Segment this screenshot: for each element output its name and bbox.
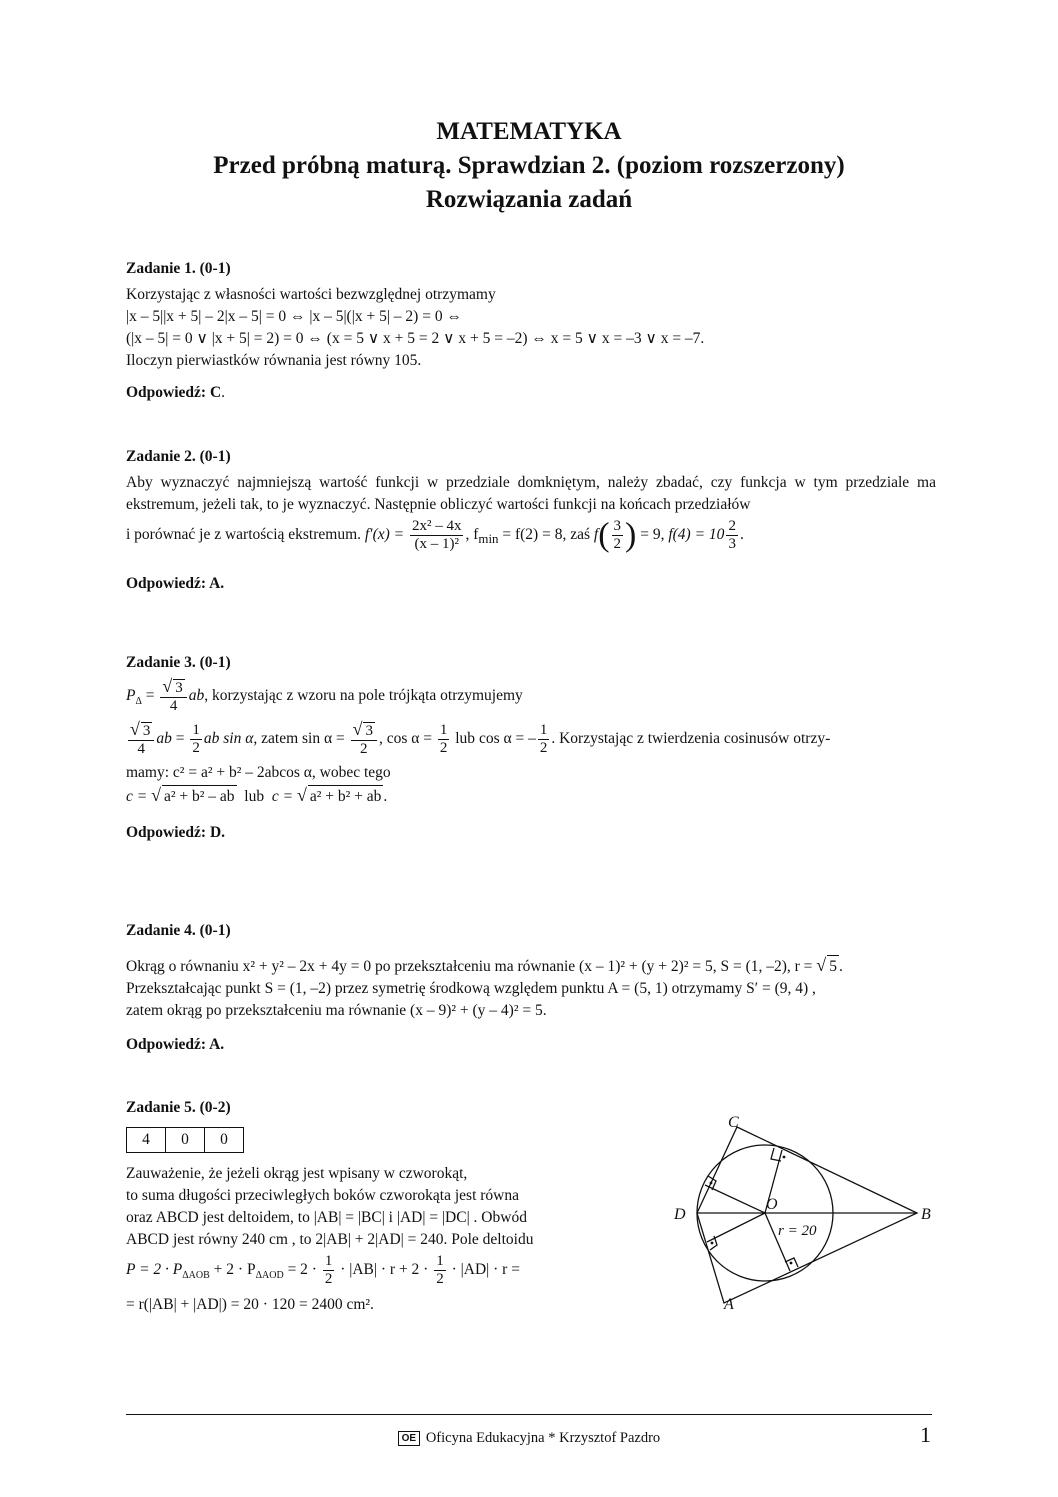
fmin-label: , f xyxy=(465,526,479,544)
lub-word-2: lub xyxy=(244,788,265,805)
sqrt3-value: 3 xyxy=(175,680,183,696)
task-3-line-3: mamy: c² = a² + b² – 2abcos α, wobec tego xyxy=(126,764,391,781)
vertex-a-label: A xyxy=(724,1296,734,1313)
task-1-line-4: Iloczyn pierwiastków równania jest równy 105. xyxy=(126,352,422,369)
four-den: 4 xyxy=(169,698,178,714)
radius-label: r = 20 xyxy=(778,1223,817,1239)
task-4-line-1-text: Okrąg o równaniu x² + y² – 2x + 4y = 0 po przekształceniu ma równanie (x – 1)² + (y + 2)² = 5, S = (1, –2), r = xyxy=(126,958,813,975)
task-4-heading: Zadanie 4. (0-1) xyxy=(126,922,231,939)
half-num-a: 1 xyxy=(324,1253,333,1269)
task-5-heading: Zadanie 5. (0-2) xyxy=(126,1099,231,1116)
sub-aod: ΔAOD xyxy=(255,1270,284,1282)
half-den-a: 2 xyxy=(324,1271,333,1287)
score-cell: 4 xyxy=(127,1128,166,1153)
ab-sin-alpha: ab sin α xyxy=(203,730,254,748)
task-1-answer: Odpowiedź: C. xyxy=(126,384,226,401)
one-half-fraction xyxy=(190,722,202,757)
c-label-2: c = xyxy=(271,788,294,805)
vertex-b-label: B xyxy=(921,1206,931,1223)
task-5-formula xyxy=(126,1253,606,1288)
one-half-num: 1 xyxy=(192,722,200,738)
sqrt3-over-4-fraction-2: $\frac{√ 3}{4}$ xyxy=(128,721,154,758)
task-4-line-2: Przekształcając punkt S = (1, –2) przez symetrię środkową względem punktu A = (5, 1) otrzymamy S′ = (9, 4) , xyxy=(126,980,816,997)
answer-value: C xyxy=(209,384,222,401)
c-radicand-1: a² + b² – ab xyxy=(162,785,237,808)
task-3-tail: . Korzystając z twierdzenia cosinusów otrzy- xyxy=(551,730,831,748)
task-3-line-1 xyxy=(126,678,936,715)
footer xyxy=(0,1430,1058,1447)
one-half-den: 2 xyxy=(192,740,200,756)
task-3-line-2 xyxy=(126,721,936,758)
task-4-line-1: Okrąg o równaniu x² + y² – 2x + 4y = 0 po przekształceniu ma równanie (x – 1)² + (y + 2)² = 5, S = (1, –2), r = √ 5 . xyxy=(126,954,936,978)
task-3-answer: Odpowiedź: D. xyxy=(126,824,226,841)
formula-part-e: · |AD| · r = xyxy=(451,1261,520,1279)
f-three-halves-label: f xyxy=(593,526,599,544)
page-subtitle: Przed próbną maturą. Sprawdzian 2. (poziom rozszerzony) xyxy=(213,152,845,179)
publisher-logo: OE xyxy=(398,1431,420,1446)
equals-sign-2: = xyxy=(175,730,185,748)
score-cell: 0 xyxy=(205,1128,244,1153)
page-title: MATEMATYKA xyxy=(436,118,622,145)
task-5-heading-block xyxy=(126,1097,606,1119)
sqrt3-value-2: 3 xyxy=(142,723,151,739)
task-3-heading: Zadanie 3. (0-1) xyxy=(126,654,231,671)
task-2-formula-line: i porównać je z wartością ekstremum. f′(x) = $\frac{\text{2x² – 4x}}{\text{(x – 1)²}}$ , $f_{min} = f(2) = 8$, zaś f( $\frac{3}{2}$ ) = 9, f(4) = 10 $\frac{2}{3}$ . xyxy=(126,516,744,554)
task-4 xyxy=(126,920,936,1056)
radius-to-ad xyxy=(707,1213,765,1242)
p-label: P xyxy=(126,687,136,705)
radius-to-ab xyxy=(765,1213,790,1271)
task-1-line-2: |x – 5||x + 5| – 2|x – 5| = 0 ⇔ |x – 5|(|x + 5| – 2) = 0 ⇔ xyxy=(126,308,462,325)
center-o-label: O xyxy=(766,1196,778,1213)
ab-term-2: ab xyxy=(156,730,172,748)
task-2 xyxy=(126,446,936,595)
kite-outline xyxy=(697,1127,917,1303)
radius-to-dc xyxy=(705,1185,765,1213)
one-half-den-3: 2 xyxy=(539,740,548,756)
task-2-heading: Zadanie 2. (0-1) xyxy=(126,448,231,465)
vertex-c-label: C xyxy=(728,1114,739,1131)
footer-rule xyxy=(126,1414,932,1415)
c-radicand-2: a² + b² + ab xyxy=(308,785,384,808)
task-5-line-4: ABCD jest równy 240 cm , to 2|AB| + 2|AD| = 240. Pole deltoidu xyxy=(126,1231,534,1248)
task-1-line-1: Korzystając z własności wartości bezwzględnej otrzymamy xyxy=(126,286,496,303)
half-den-b: 2 xyxy=(436,1271,444,1287)
fprime-fraction xyxy=(410,518,464,553)
one-half-num-3: 1 xyxy=(539,722,548,738)
formula-part-a: P = 2 · P xyxy=(126,1261,183,1279)
f4-value: f(4) = 10 xyxy=(668,526,725,544)
task-5-line-3: oraz ABCD jest deltoidem, to |AB| = |BC| i |AD| = |DC| . Obwód xyxy=(126,1209,527,1226)
three-halves-den: 2 xyxy=(613,536,622,552)
fprime-denominator: (x – 1)² xyxy=(414,536,459,552)
task-2-paragraph: Aby wyznaczyć najmniejszą wartość funkcji w przedziale domkniętym, należy zbadać, czy funkcja w tym przedziale ma ekstremum, jeżeli tak, to je wyznaczyć. Następnie obliczyć wartości funkcji na końcach przedziałów xyxy=(126,474,936,513)
page-number: 1 xyxy=(920,1422,931,1447)
half-fraction-b xyxy=(434,1253,446,1288)
lub-word: lub xyxy=(455,730,476,748)
two-thirds-fraction xyxy=(726,518,738,553)
task-5-line-6: = r(|AB| + |AD|) = 20 · 120 = 2400 cm². xyxy=(126,1296,374,1313)
c-label-1: c = xyxy=(126,788,148,805)
publisher-name: Oficyna Edukacyjna * Krzysztof Pazdro xyxy=(425,1430,661,1446)
sqrt5-value: 5 xyxy=(827,955,839,978)
task-3-line-4: c = √ a² + b² – ab lub c = √ a² + b² + ab . xyxy=(126,784,936,808)
task-5-line-2: to suma długości przeciwległych boków czworokąta jest równa xyxy=(126,1187,519,1204)
task-1-heading: Zadanie 1. (0-1) xyxy=(126,260,231,277)
one-half-fraction-2 xyxy=(438,722,450,757)
three-halves-num: 3 xyxy=(613,518,622,534)
half-num-b: 1 xyxy=(436,1253,444,1269)
half-fraction-a xyxy=(323,1253,335,1288)
task-3 xyxy=(126,652,936,844)
fprime-numerator: 2x² – 4x xyxy=(411,518,462,534)
one-half-fraction-3 xyxy=(538,722,550,757)
ab-term: ab xyxy=(188,687,205,705)
cos-alpha-neg-label: cos α = – xyxy=(478,730,536,748)
two-thirds-num: 2 xyxy=(728,518,736,534)
sqrt3-value-3: 3 xyxy=(365,723,373,739)
formula-part-b: + 2 · P xyxy=(213,1261,256,1279)
sub-aob: ΔAOB xyxy=(182,1270,210,1282)
f-three-halves-value: = 9, xyxy=(640,526,665,544)
task-2-answer: Odpowiedź: A. xyxy=(126,575,225,592)
one-half-num-2: 1 xyxy=(439,722,448,738)
task-4-answer: Odpowiedź: A. xyxy=(126,1036,225,1053)
four-den-2: 4 xyxy=(137,741,145,757)
task-1 xyxy=(126,258,936,404)
formula-part-c: = 2 · xyxy=(287,1261,317,1279)
two-den: 2 xyxy=(360,741,368,757)
fmin-subscript: min xyxy=(478,531,499,547)
sqrt3-over-4-fraction: $\frac{√ 3}{4}$ xyxy=(160,678,186,715)
two-thirds-den: 3 xyxy=(728,536,736,552)
task-4-line-3: zatem okrąg po przekształceniu ma równanie (x – 9)² + (y – 4)² = 5. xyxy=(126,1002,547,1019)
cos-alpha-label: , cos α = xyxy=(378,730,432,748)
three-halves-fraction xyxy=(612,518,624,553)
fmin-value: = f(2) = 8, zaś xyxy=(498,526,590,544)
page-subtitle-2: Rozwiązania zadań xyxy=(425,186,633,213)
task-3-text-1: , korzystając z wzoru na pole trójkąta otrzymujemy xyxy=(204,687,523,705)
fprime-label: f′(x) = xyxy=(364,526,405,544)
sqrt3-over-2-fraction: $\frac{√ 3}{2}$ xyxy=(351,721,377,758)
one-half-den-2: 2 xyxy=(439,740,448,756)
answer-label: Odpowiedź: xyxy=(126,384,207,401)
equals-sign: = xyxy=(145,687,155,705)
task-5-line-1: Zauważenie, że jeżeli okrąg jest wpisany w czworokąt, xyxy=(126,1165,468,1182)
kite-figure xyxy=(660,1105,950,1320)
vertex-d-label: D xyxy=(674,1206,686,1223)
task-1-line-3: (|x – 5| = 0 ∨ |x + 5| = 2) = 0 ⇔ (x = 5 ∨ x + 5 = 2 ∨ x + 5 = –2) ⇔ x = 5 ∨ x = –3 ∨ x = –7. xyxy=(126,330,705,347)
score-cell: 0 xyxy=(166,1128,205,1153)
p-subscript: Δ xyxy=(135,696,142,708)
task-5-text xyxy=(126,1163,606,1316)
score-box xyxy=(126,1127,244,1153)
formula-part-d: · |AB| · r + 2 · xyxy=(340,1261,429,1279)
task-2-lead: i porównać je z wartością ekstremum. xyxy=(126,526,361,544)
zatem-sin-alpha: , zatem sin α = xyxy=(253,730,345,748)
